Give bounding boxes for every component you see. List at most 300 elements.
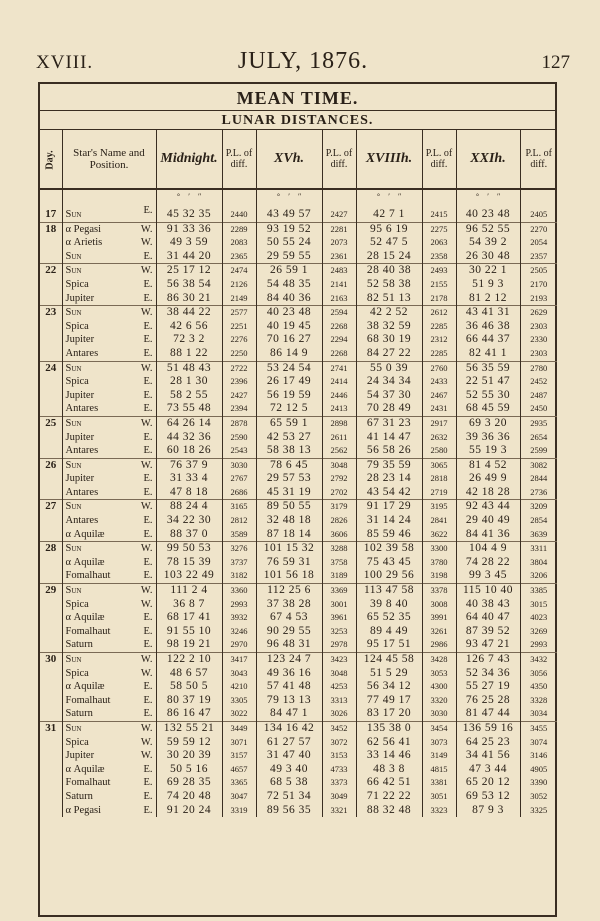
day-cell (40, 790, 62, 804)
pl-diff-cell: 3320 (422, 694, 456, 708)
units-cell: ° ′ ″ (356, 189, 422, 204)
star-name: Antares (65, 347, 99, 359)
pl-diff-cell: 4733 (322, 763, 356, 777)
distance-cell: 33 14 46 (356, 749, 422, 763)
star-name: α Aquilæ (65, 612, 105, 624)
distance-cell: 28 15 24 (356, 250, 422, 264)
pl-diff-cell: 2073 (322, 236, 356, 250)
pl-diff-cell: 2178 (422, 292, 456, 306)
pl-diff-cell: 3157 (222, 749, 256, 763)
pl-diff-cell: 2760 (422, 361, 456, 375)
distance-cell: 84 27 22 (356, 347, 422, 361)
star-direction: W. (140, 654, 153, 665)
star-name: Saturn (65, 639, 93, 651)
pl-diff-cell: 2493 (422, 264, 456, 278)
star-name: Spica (65, 320, 89, 332)
distance-cell: 135 38 0 (356, 721, 422, 735)
star-cell (62, 749, 156, 763)
star-cell (62, 500, 156, 514)
table-row (40, 472, 557, 486)
pl-diff-cell: 3047 (222, 790, 256, 804)
distance-cell: 43 49 57 (256, 204, 322, 222)
pl-diff-cell: 2303 (520, 320, 557, 334)
day-cell (40, 236, 62, 250)
distance-cell: 87 9 3 (456, 804, 520, 818)
pl-diff-cell: 3030 (222, 458, 256, 472)
pl-diff-cell: 3452 (322, 721, 356, 735)
day-cell (40, 375, 62, 389)
pl-diff-cell: 3051 (422, 790, 456, 804)
day-cell (40, 749, 62, 763)
lunar-distance-table-frame (38, 82, 557, 917)
table-row (40, 638, 557, 652)
distance-cell: 67 31 23 (356, 416, 422, 430)
star-name: Sun (65, 722, 82, 734)
pl-diff-cell: 3056 (520, 667, 557, 681)
star-cell (62, 707, 156, 721)
pl-diff-cell: 2431 (422, 402, 456, 416)
table-row (40, 500, 557, 514)
star-name: α Aquilæ (65, 681, 105, 693)
star-name: Jupiter (65, 292, 95, 304)
distance-cell: 42 7 1 (356, 204, 422, 222)
pl-diff-cell: 4253 (322, 680, 356, 694)
star-name: Fomalhaut (65, 694, 111, 706)
pl-diff-cell: 2978 (322, 638, 356, 652)
pl-diff-cell: 3034 (520, 707, 557, 721)
star-cell (62, 333, 156, 347)
star-name: Spica (65, 736, 89, 748)
distance-cell: 91 17 29 (356, 500, 422, 514)
table-row (40, 776, 557, 790)
day-cell: 25 (40, 416, 62, 430)
pl-diff-cell: 2415 (422, 204, 456, 222)
pl-diff-cell: 3325 (520, 804, 557, 818)
distance-cell: 65 20 12 (456, 776, 520, 790)
pl-diff-cell: 3189 (322, 569, 356, 583)
table-row (40, 444, 557, 458)
header-pl: P.L. of diff. (520, 130, 557, 189)
star-cell (62, 528, 156, 542)
star-name: Sun (65, 654, 82, 665)
distance-cell: 77 49 17 (356, 694, 422, 708)
distance-cell: 30 22 1 (456, 264, 520, 278)
distance-cell: 70 16 27 (256, 333, 322, 347)
day-cell (40, 667, 62, 681)
header-row (40, 130, 557, 189)
section-number: XVIII. (36, 52, 94, 73)
header-pl: P.L. of diff. (322, 130, 356, 189)
table-row (40, 653, 557, 667)
pl-diff-cell: 3428 (422, 653, 456, 667)
distance-cell: 42 2 52 (356, 306, 422, 320)
table-row (40, 707, 557, 721)
distance-cell: 75 43 45 (356, 556, 422, 570)
star-cell (62, 598, 156, 612)
day-cell (40, 278, 62, 292)
distance-cell: 72 51 34 (256, 790, 322, 804)
pl-diff-cell: 3381 (422, 776, 456, 790)
pl-diff-cell: 2736 (520, 486, 557, 500)
distance-cell: 89 50 55 (256, 500, 322, 514)
table-row (40, 611, 557, 625)
distance-cell: 126 7 43 (456, 653, 520, 667)
star-direction: E. (143, 804, 153, 816)
distance-cell: 104 4 9 (456, 542, 520, 556)
units-cell: ° ′ ″ (156, 189, 222, 204)
star-direction: E. (143, 612, 153, 624)
star-direction: E. (143, 556, 153, 568)
distance-cell: 72 12 5 (256, 402, 322, 416)
star-cell (62, 389, 156, 403)
distance-cell: 67 4 53 (256, 611, 322, 625)
star-cell (62, 667, 156, 681)
distance-cell: 52 55 30 (456, 389, 520, 403)
star-cell (62, 625, 156, 639)
pl-diff-cell: 2163 (322, 292, 356, 306)
distance-cell: 28 23 14 (356, 472, 422, 486)
pl-diff-cell: 2270 (520, 222, 557, 236)
distance-cell: 39 36 36 (456, 431, 520, 445)
distance-cell: 80 37 19 (156, 694, 222, 708)
pl-diff-cell: 3328 (520, 694, 557, 708)
star-cell (62, 320, 156, 334)
distance-cell: 95 17 51 (356, 638, 422, 652)
day-cell (40, 556, 62, 570)
distance-cell: 65 59 1 (256, 416, 322, 430)
pl-diff-cell: 2294 (322, 333, 356, 347)
star-direction: W. (140, 307, 153, 319)
distance-cell: 93 47 21 (456, 638, 520, 652)
day-cell (40, 389, 62, 403)
distance-cell: 29 57 53 (256, 472, 322, 486)
distance-cell: 49 36 16 (256, 667, 322, 681)
star-cell (62, 361, 156, 375)
pl-diff-cell: 2590 (222, 431, 256, 445)
distance-cell: 52 34 36 (456, 667, 520, 681)
pl-diff-cell: 3454 (422, 721, 456, 735)
pl-diff-cell: 3378 (422, 584, 456, 598)
distance-cell: 68 30 19 (356, 333, 422, 347)
table-row (40, 528, 557, 542)
table-row (40, 680, 557, 694)
distance-cell: 136 59 16 (456, 721, 520, 735)
distance-cell: 72 3 2 (156, 333, 222, 347)
pl-diff-cell: 3253 (322, 625, 356, 639)
distance-cell: 36 8 7 (156, 598, 222, 612)
day-cell (40, 638, 62, 652)
pl-diff-cell: 4657 (222, 763, 256, 777)
star-name: α Pegasi (65, 804, 102, 816)
distance-cell: 25 17 12 (156, 264, 222, 278)
pl-diff-cell: 3206 (520, 569, 557, 583)
pl-diff-cell: 3030 (422, 707, 456, 721)
distance-cell: 69 53 12 (456, 790, 520, 804)
table-title: MEAN TIME. (236, 88, 359, 108)
star-cell (62, 638, 156, 652)
day-cell (40, 333, 62, 347)
pl-diff-cell: 2193 (520, 292, 557, 306)
star-name: Sun (65, 362, 82, 374)
pl-diff-cell: 2365 (222, 250, 256, 264)
day-cell (40, 486, 62, 500)
distance-cell: 115 10 40 (456, 584, 520, 598)
pl-diff-cell: 3022 (222, 707, 256, 721)
star-name: Antares (65, 486, 99, 498)
day-cell (40, 514, 62, 528)
pl-diff-cell: 2629 (520, 306, 557, 320)
star-name: Fomalhaut (65, 570, 111, 582)
star-cell (62, 375, 156, 389)
table-row (40, 306, 557, 320)
distance-cell: 55 0 39 (356, 361, 422, 375)
pl-diff-cell: 2993 (222, 598, 256, 612)
day-cell (40, 528, 62, 542)
star-cell (62, 250, 156, 264)
distance-cell: 60 18 26 (156, 444, 222, 458)
star-direction: W. (140, 501, 153, 513)
star-direction: W. (140, 585, 153, 597)
star-name: Antares (65, 445, 99, 457)
distance-cell: 89 56 35 (256, 804, 322, 818)
distance-cell: 82 41 1 (456, 347, 520, 361)
pl-diff-cell: 3015 (520, 598, 557, 612)
star-direction: E. (143, 625, 153, 637)
pl-diff-cell: 3065 (422, 458, 456, 472)
day-cell: 23 (40, 306, 62, 320)
distance-cell: 66 42 51 (356, 776, 422, 790)
star-direction: E. (143, 250, 153, 262)
pl-diff-cell: 3305 (222, 694, 256, 708)
table-row (40, 542, 557, 556)
distance-cell: 122 2 10 (156, 653, 222, 667)
day-cell (40, 250, 62, 264)
pl-diff-cell: 3373 (322, 776, 356, 790)
pl-diff-cell: 2268 (322, 347, 356, 361)
pl-diff-cell: 3365 (222, 776, 256, 790)
pl-diff-cell: 2686 (222, 486, 256, 500)
star-cell (62, 804, 156, 818)
table-row (40, 667, 557, 681)
distance-cell: 37 38 28 (256, 598, 322, 612)
star-direction: E. (143, 473, 153, 485)
star-name: Saturn (65, 790, 93, 802)
star-cell (62, 264, 156, 278)
distance-cell: 56 58 26 (356, 444, 422, 458)
star-name: Spica (65, 667, 89, 679)
pl-diff-cell: 2405 (520, 204, 557, 222)
pl-diff-cell: 3385 (520, 584, 557, 598)
pl-diff-cell: 2250 (222, 347, 256, 361)
star-cell (62, 680, 156, 694)
day-cell: 18 (40, 222, 62, 236)
star-direction: E. (143, 790, 153, 802)
distance-cell: 69 28 35 (156, 776, 222, 790)
pl-diff-cell: 2818 (422, 472, 456, 486)
star-cell (62, 306, 156, 320)
pl-diff-cell: 3455 (520, 721, 557, 735)
table-row (40, 556, 557, 570)
table-row (40, 292, 557, 306)
pl-diff-cell: 2722 (222, 361, 256, 375)
distance-cell: 26 17 49 (256, 375, 322, 389)
distance-cell: 86 14 9 (256, 347, 322, 361)
distance-cell: 45 32 35 (156, 204, 222, 222)
star-direction: E. (143, 431, 153, 443)
star-direction: W. (140, 543, 153, 555)
table-row (40, 402, 557, 416)
day-cell (40, 431, 62, 445)
day-cell: 24 (40, 361, 62, 375)
pl-diff-cell: 2935 (520, 416, 557, 430)
pl-diff-cell: 3071 (222, 736, 256, 750)
star-name: Antares (65, 515, 99, 527)
pl-diff-cell: 3072 (322, 736, 356, 750)
pl-diff-cell: 2812 (222, 514, 256, 528)
day-cell (40, 804, 62, 818)
day-cell (40, 569, 62, 583)
day-cell (40, 763, 62, 777)
distance-cell: 53 24 54 (256, 361, 322, 375)
distance-cell: 36 46 38 (456, 320, 520, 334)
distance-cell: 101 15 32 (256, 542, 322, 556)
units-cell: ° ′ ″ (256, 189, 322, 204)
day-cell: 22 (40, 264, 62, 278)
day-cell: 31 (40, 721, 62, 735)
pl-diff-cell: 3179 (322, 500, 356, 514)
pl-diff-cell: 2155 (422, 278, 456, 292)
pl-diff-cell: 2632 (422, 431, 456, 445)
star-cell (62, 763, 156, 777)
star-cell (62, 347, 156, 361)
table-row (40, 361, 557, 375)
distance-cell: 81 2 12 (456, 292, 520, 306)
header-xv: XVh. (256, 130, 322, 189)
star-direction: E. (143, 320, 153, 332)
units-cell: ° ′ ″ (456, 189, 520, 204)
distance-cell: 65 52 35 (356, 611, 422, 625)
pl-diff-cell: 3780 (422, 556, 456, 570)
pl-diff-cell: 2433 (422, 375, 456, 389)
distance-cell: 102 39 58 (356, 542, 422, 556)
pl-diff-cell: 2358 (422, 250, 456, 264)
distance-cell: 82 51 13 (356, 292, 422, 306)
pl-diff-cell: 3323 (422, 804, 456, 818)
distance-cell: 50 5 16 (156, 763, 222, 777)
day-cell (40, 320, 62, 334)
star-name: Saturn (65, 708, 93, 720)
table-row (40, 625, 557, 639)
distance-cell: 26 49 9 (456, 472, 520, 486)
distance-cell: 84 40 36 (256, 292, 322, 306)
distance-cell: 40 23 48 (456, 204, 520, 222)
star-direction: E. (143, 777, 153, 789)
distance-cell: 34 22 30 (156, 514, 222, 528)
pl-diff-cell: 2275 (422, 222, 456, 236)
distance-cell: 31 14 24 (356, 514, 422, 528)
distance-cell: 113 47 58 (356, 584, 422, 598)
star-cell (62, 542, 156, 556)
header-xviii: XVIIIh. (356, 130, 422, 189)
pl-diff-cell: 3417 (222, 653, 256, 667)
pl-diff-cell: 3319 (222, 804, 256, 818)
pl-diff-cell: 2170 (520, 278, 557, 292)
table-row (40, 486, 557, 500)
star-name: Fomalhaut (65, 625, 111, 637)
distance-cell: 91 20 24 (156, 804, 222, 818)
distance-cell: 48 3 8 (356, 763, 422, 777)
pl-diff-cell: 3321 (322, 804, 356, 818)
lunar-distances-table (40, 130, 557, 817)
distance-cell: 95 6 19 (356, 222, 422, 236)
page-number: 127 (541, 52, 570, 73)
star-cell (62, 278, 156, 292)
day-cell: 26 (40, 458, 62, 472)
pl-diff-cell: 2986 (422, 638, 456, 652)
star-direction: E. (143, 403, 153, 415)
star-direction: W. (140, 722, 153, 734)
distance-cell: 76 59 31 (256, 556, 322, 570)
pl-diff-cell: 2993 (520, 638, 557, 652)
pl-diff-cell: 3074 (520, 736, 557, 750)
distance-cell: 22 51 47 (456, 375, 520, 389)
distance-cell: 100 29 56 (356, 569, 422, 583)
table-body (40, 189, 557, 817)
pl-diff-cell: 3053 (422, 667, 456, 681)
distance-cell: 103 22 49 (156, 569, 222, 583)
page-header (36, 48, 570, 78)
distance-cell: 49 3 59 (156, 236, 222, 250)
star-direction: E. (143, 681, 153, 693)
star-cell (62, 736, 156, 750)
distance-cell: 87 18 14 (256, 528, 322, 542)
distance-cell: 101 56 18 (256, 569, 322, 583)
star-direction: E. (143, 708, 153, 720)
distance-cell: 76 37 9 (156, 458, 222, 472)
pl-diff-cell: 2562 (322, 444, 356, 458)
star-direction: W. (140, 417, 153, 429)
distance-cell: 41 14 47 (356, 431, 422, 445)
pl-diff-cell: 2483 (322, 264, 356, 278)
distance-cell: 91 33 36 (156, 222, 222, 236)
distance-cell: 26 59 1 (256, 264, 322, 278)
star-cell (62, 222, 156, 236)
distance-cell: 111 2 4 (156, 584, 222, 598)
pl-diff-cell: 3390 (520, 776, 557, 790)
pl-diff-cell: 3048 (322, 667, 356, 681)
header-star: Star's Name and Position. (62, 130, 156, 189)
distance-cell: 58 38 13 (256, 444, 322, 458)
pl-diff-cell: 2149 (222, 292, 256, 306)
distance-cell: 30 20 39 (156, 749, 222, 763)
distance-cell: 54 39 2 (456, 236, 520, 250)
pl-diff-cell: 3209 (520, 500, 557, 514)
distance-cell: 68 5 38 (256, 776, 322, 790)
table-row (40, 389, 557, 403)
distance-cell: 64 25 23 (456, 736, 520, 750)
pl-diff-cell: 2741 (322, 361, 356, 375)
star-cell (62, 472, 156, 486)
pl-diff-cell: 3639 (520, 528, 557, 542)
header-pl: P.L. of diff. (422, 130, 456, 189)
star-name: Sun (65, 417, 82, 429)
page-title: JULY, 1876. (237, 48, 369, 74)
distance-cell: 88 32 48 (356, 804, 422, 818)
distance-cell: 90 29 55 (256, 625, 322, 639)
day-cell (40, 347, 62, 361)
pl-diff-cell: 3146 (520, 749, 557, 763)
distance-cell: 56 19 59 (256, 389, 322, 403)
